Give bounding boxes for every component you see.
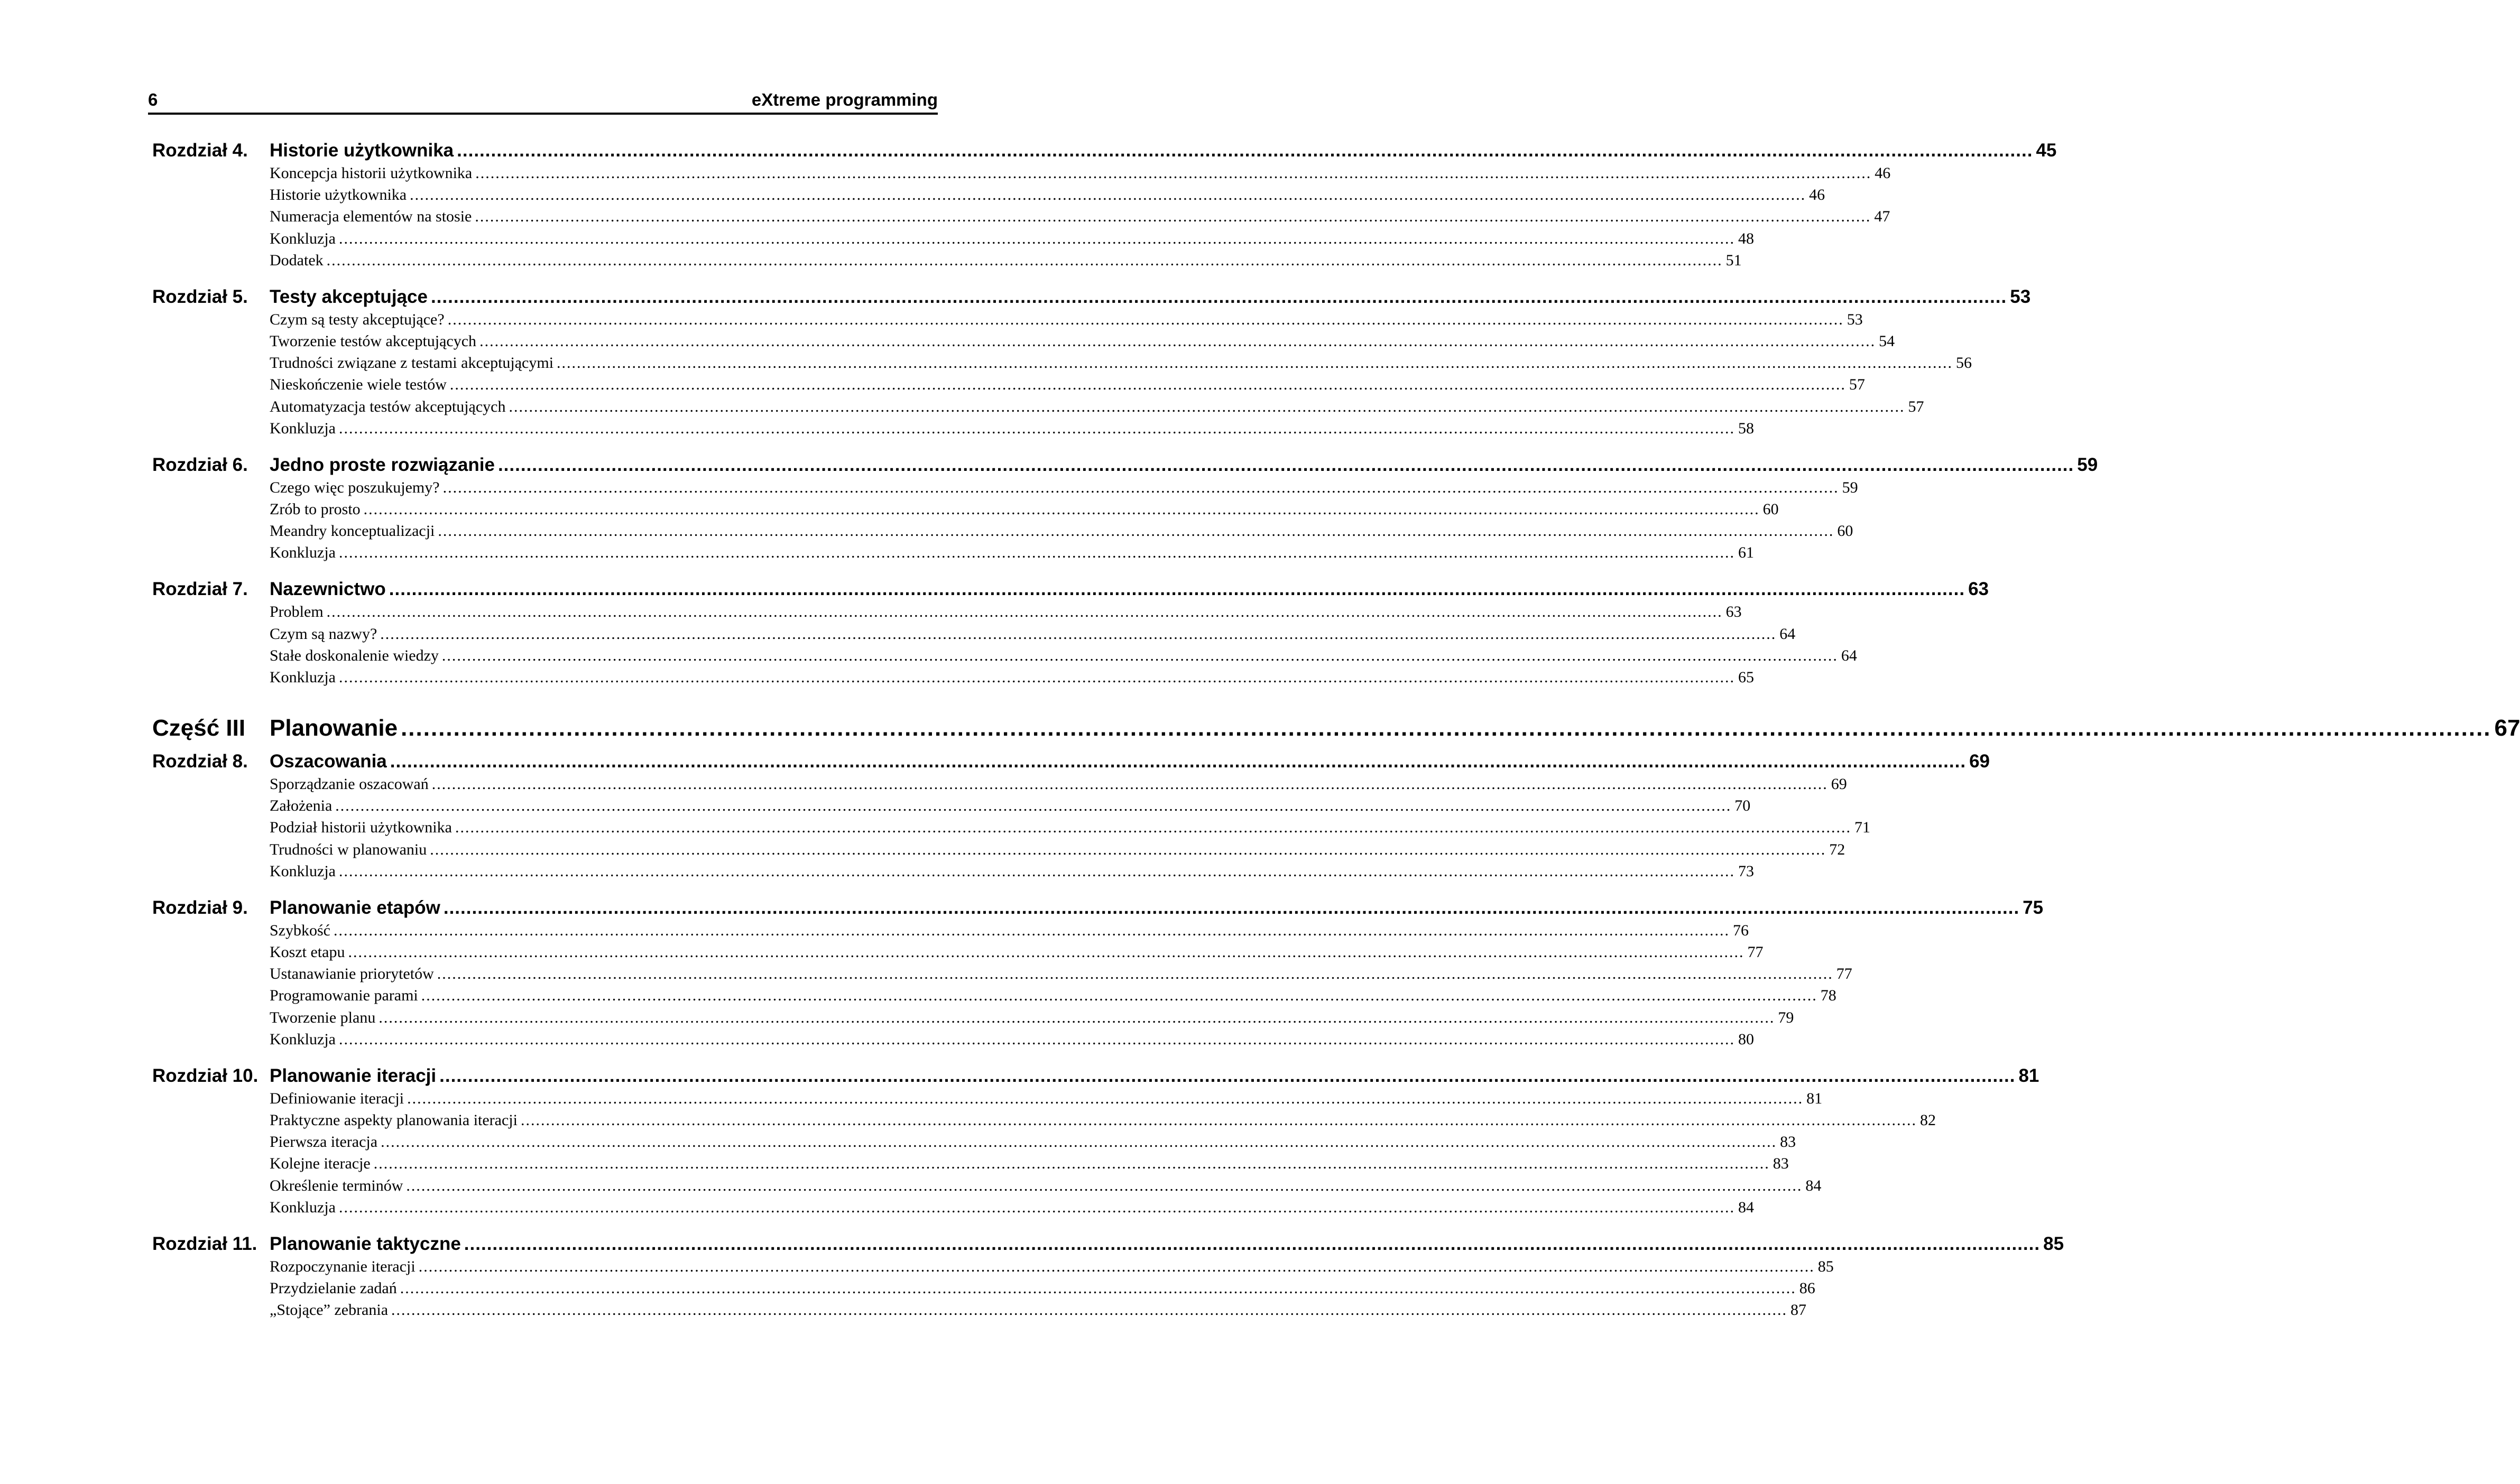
toc-chapter: [152, 897, 2044, 919]
header-rule: [148, 113, 938, 115]
toc-entry: [270, 1301, 1807, 1319]
dot-leader: ......................................................................................................................................................................................................................................................................................: [447, 310, 1844, 328]
entry-title: Kolejne iteracje: [270, 1155, 371, 1173]
toc-entry: [270, 229, 1754, 248]
toc-entry: [270, 1176, 1822, 1195]
dot-leader: ......................................................................................................................................................................................................................................................................................: [390, 751, 1967, 772]
entry-title: Nieskończenie wiele testów: [270, 376, 447, 394]
toc-entry: [270, 797, 1751, 815]
page-number-ref: 45: [2036, 140, 2057, 161]
toc-entry: [270, 987, 1836, 1005]
dot-leader: ......................................................................................................................................................................................................................................................................................: [400, 1279, 1796, 1297]
dot-leader: ......................................................................................................................................................................................................................................................................................: [380, 625, 1777, 643]
running-head: [148, 85, 938, 110]
chapter-title: Nazewnictwo: [270, 579, 386, 600]
entry-title: Konkluzja: [270, 862, 336, 880]
dot-leader: ......................................................................................................................................................................................................................................................................................: [449, 376, 1846, 394]
toc-entry: [270, 603, 1742, 621]
entry-title: Stałe doskonalenie wiedzy: [270, 646, 439, 664]
toc-entry: [270, 251, 1742, 270]
page-number-ref: 61: [1738, 544, 1754, 562]
toc-entry: [270, 208, 1890, 226]
toc-entry: [270, 1133, 1796, 1151]
toc-entry: [270, 1257, 1834, 1276]
toc-entry: [270, 1155, 1789, 1173]
toc-entry: [270, 1111, 1936, 1129]
chapter-title: Historie użytkownika: [270, 140, 454, 161]
chapter-label: Rozdział 11.: [152, 1233, 257, 1254]
chapter-label: Rozdział 10.: [152, 1065, 259, 1086]
entry-title: Czego więc poszukujemy?: [270, 478, 440, 496]
page-number-ref: 72: [1829, 840, 1845, 858]
toc-entry: [270, 965, 1852, 983]
page-number-ref: 57: [1849, 376, 1865, 394]
page-number-ref: 81: [2018, 1065, 2039, 1086]
dot-leader: ......................................................................................................................................................................................................................................................................................: [457, 140, 2033, 161]
toc-chapter: [152, 140, 2057, 161]
entry-title: Konkluzja: [270, 544, 336, 562]
dot-leader: ......................................................................................................................................................................................................................................................................................: [338, 544, 1735, 562]
toc-entry: [270, 1279, 1815, 1297]
page-number-ref: 70: [1734, 797, 1751, 815]
entry-title: Koszt etapu: [270, 943, 345, 961]
entry-title: Historie użytkownika: [270, 186, 407, 204]
dot-leader: ......................................................................................................................................................................................................................................................................................: [338, 419, 1735, 437]
entry-title: Konkluzja: [270, 419, 336, 437]
entry-title: Ustanawianie priorytetów: [270, 965, 434, 983]
dot-leader: ......................................................................................................................................................................................................................................................................................: [557, 354, 1953, 372]
chapter-label: Rozdział 8.: [152, 751, 248, 772]
entry-title: Trudności w planowaniu: [270, 840, 427, 858]
entry-title: Problem: [270, 603, 324, 621]
dot-leader: ......................................................................................................................................................................................................................................................................................: [401, 715, 2491, 741]
entry-title: Dodatek: [270, 251, 324, 269]
page-number-ref: 86: [1799, 1279, 1815, 1297]
toc-entry: [270, 522, 1853, 540]
page-number-ref: 46: [1875, 164, 1891, 182]
chapter-label: Rozdział 4.: [152, 140, 248, 161]
page-number: 6: [148, 90, 158, 109]
entry-title: „Stojące” zebrania: [270, 1301, 389, 1319]
dot-leader: ......................................................................................................................................................................................................................................................................................: [389, 579, 1965, 600]
entry-title: Przydzielanie zadań: [270, 1279, 397, 1297]
page-number-ref: 67: [2494, 715, 2520, 741]
dot-leader: ......................................................................................................................................................................................................................................................................................: [442, 478, 1839, 496]
dot-leader: ......................................................................................................................................................................................................................................................................................: [391, 1301, 1788, 1319]
toc-entry: [270, 669, 1754, 687]
chapter-label: Rozdział 9.: [152, 897, 248, 918]
page-number-ref: 60: [1762, 500, 1779, 518]
dot-leader: ......................................................................................................................................................................................................................................................................................: [410, 186, 1806, 204]
dot-leader: ......................................................................................................................................................................................................................................................................................: [464, 1233, 2041, 1254]
page-number-ref: 75: [2023, 897, 2044, 918]
toc-entry: [270, 1198, 1754, 1217]
toc-entry: [270, 921, 1749, 940]
entry-title: Podział historii użytkownika: [270, 819, 452, 837]
dot-leader: ......................................................................................................................................................................................................................................................................................: [437, 965, 1833, 983]
entry-title: Meandry konceptualizacji: [270, 522, 435, 540]
chapter-title: Planowanie etapów: [270, 897, 440, 918]
dot-leader: ......................................................................................................................................................................................................................................................................................: [334, 921, 1730, 939]
toc-entry: [270, 840, 1845, 859]
entry-title: Koncepcja historii użytkownika: [270, 164, 473, 182]
toc-entry: [270, 310, 1863, 329]
entry-title: Automatyzacja testów akceptujących: [270, 397, 506, 415]
toc-entry: [270, 354, 1972, 372]
entry-title: Pierwsza iteracja: [270, 1133, 378, 1151]
entry-title: Szybkość: [270, 921, 330, 939]
entry-title: Czym są testy akceptujące?: [270, 310, 445, 328]
toc-entry: [270, 1030, 1754, 1049]
chapter-title: Testy akceptujące: [270, 286, 428, 307]
page-number-ref: 84: [1738, 1198, 1754, 1216]
page-number-ref: 69: [1831, 775, 1847, 793]
page-number-ref: 64: [1779, 625, 1796, 643]
toc-entry: [270, 397, 1924, 416]
toc-part: [152, 715, 2520, 741]
dot-leader: ......................................................................................................................................................................................................................................................................................: [338, 1198, 1735, 1216]
dot-leader: ......................................................................................................................................................................................................................................................................................: [479, 332, 1876, 350]
dot-leader: ......................................................................................................................................................................................................................................................................................: [421, 987, 1817, 1005]
toc-entry: [270, 646, 1857, 665]
page-number-ref: 46: [1809, 186, 1825, 204]
page-number-ref: 59: [2077, 454, 2098, 475]
chapter-title: Planowanie taktyczne: [270, 1233, 461, 1254]
dot-leader: ......................................................................................................................................................................................................................................................................................: [475, 164, 1872, 182]
toc-entry: [270, 332, 1895, 350]
dot-leader: ......................................................................................................................................................................................................................................................................................: [407, 1089, 1804, 1107]
page-number-ref: 82: [1919, 1111, 1936, 1129]
page-number-ref: 54: [1879, 332, 1895, 350]
page-number-ref: 53: [2010, 286, 2031, 307]
page-number-ref: 85: [1817, 1257, 1834, 1275]
entry-title: Zrób to prosto: [270, 500, 361, 518]
page-number-ref: 65: [1738, 669, 1754, 686]
chapter-label: Rozdział 5.: [152, 286, 248, 307]
entry-title: Tworzenie planu: [270, 1008, 376, 1026]
entry-title: Konkluzja: [270, 1198, 336, 1216]
dot-leader: ......................................................................................................................................................................................................................................................................................: [438, 522, 1834, 540]
dot-leader: ......................................................................................................................................................................................................................................................................................: [326, 251, 1723, 269]
page-number-ref: 71: [1854, 819, 1870, 837]
page-number-ref: 56: [1956, 354, 1972, 372]
dot-leader: ......................................................................................................................................................................................................................................................................................: [326, 603, 1723, 621]
dot-leader: ......................................................................................................................................................................................................................................................................................: [439, 1065, 2016, 1086]
toc-entry: [270, 819, 1870, 837]
toc-entry: [270, 1008, 1794, 1027]
toc-entry: [270, 625, 1796, 643]
chapter-title: Jedno proste rozwiązanie: [270, 454, 495, 475]
page-number-ref: 77: [1747, 943, 1764, 961]
page-number-ref: 69: [1969, 751, 1990, 772]
page-number-ref: 64: [1841, 646, 1857, 664]
entry-title: Określenie terminów: [270, 1176, 403, 1194]
dot-leader: ......................................................................................................................................................................................................................................................................................: [338, 1030, 1735, 1048]
toc-entry: [270, 775, 1847, 793]
page-number-ref: 63: [1725, 603, 1742, 621]
page-number-ref: 48: [1738, 229, 1754, 247]
entry-title: Definiowanie iteracji: [270, 1089, 404, 1107]
toc-chapter: [152, 751, 1990, 772]
page-number-ref: 57: [1908, 397, 1924, 415]
page-number-ref: 78: [1820, 987, 1836, 1005]
dot-leader: ......................................................................................................................................................................................................................................................................................: [509, 397, 1905, 415]
page-number-ref: 83: [1780, 1133, 1796, 1151]
entry-title: Numeracja elementów na stosie: [270, 208, 472, 226]
dot-leader: ......................................................................................................................................................................................................................................................................................: [418, 1257, 1815, 1275]
page-number-ref: 84: [1805, 1176, 1822, 1194]
dot-leader: ......................................................................................................................................................................................................................................................................................: [373, 1155, 1770, 1173]
toc-chapter: [152, 454, 2098, 476]
entry-title: Konkluzja: [270, 229, 336, 247]
dot-leader: ......................................................................................................................................................................................................................................................................................: [443, 897, 2020, 918]
part-label: Część III: [152, 715, 246, 741]
page-number-ref: 87: [1790, 1301, 1807, 1319]
toc-chapter: [152, 579, 1989, 600]
dot-leader: ......................................................................................................................................................................................................................................................................................: [379, 1008, 1775, 1026]
entry-title: Programowanie parami: [270, 987, 418, 1005]
entry-title: Praktyczne aspekty planowania iteracji: [270, 1111, 518, 1129]
dot-leader: ......................................................................................................................................................................................................................................................................................: [335, 797, 1732, 815]
page-number-ref: 60: [1837, 522, 1853, 540]
page-number-ref: 53: [1847, 310, 1863, 328]
entry-title: Rozpoczynanie iteracji: [270, 1257, 416, 1275]
dot-leader: ......................................................................................................................................................................................................................................................................................: [406, 1176, 1803, 1194]
toc-entry: [270, 164, 1891, 182]
dot-leader: ......................................................................................................................................................................................................................................................................................: [497, 454, 2074, 475]
page-number-ref: 79: [1778, 1008, 1794, 1026]
toc-chapter: [152, 286, 2031, 308]
entry-title: Tworzenie testów akceptujących: [270, 332, 477, 350]
dot-leader: ......................................................................................................................................................................................................................................................................................: [338, 862, 1735, 880]
chapter-title: Planowanie iteracji: [270, 1065, 437, 1086]
dot-leader: ......................................................................................................................................................................................................................................................................................: [441, 646, 1838, 664]
page-number-ref: 81: [1806, 1089, 1823, 1107]
chapter-label: Rozdział 7.: [152, 579, 248, 600]
book-title: eXtreme programming: [751, 90, 938, 109]
page-number-ref: 58: [1738, 419, 1754, 437]
page-number-ref: 59: [1842, 478, 1858, 496]
page-number-ref: 63: [1968, 579, 1989, 600]
toc-entry: [270, 1089, 1823, 1108]
toc-entry: [270, 862, 1754, 880]
entry-title: Założenia: [270, 797, 333, 815]
toc-entry: [270, 419, 1754, 438]
dot-leader: ......................................................................................................................................................................................................................................................................................: [430, 840, 1826, 858]
part-title: Planowanie: [270, 715, 398, 741]
toc-entry: [270, 478, 1858, 497]
page-number-ref: 80: [1738, 1030, 1754, 1048]
page-number-ref: 77: [1836, 965, 1852, 983]
entry-title: Czym są nazwy?: [270, 625, 377, 643]
dot-leader: ......................................................................................................................................................................................................................................................................................: [338, 669, 1735, 686]
toc-chapter: [152, 1065, 2039, 1087]
entry-title: Sporządzanie oszacowań: [270, 775, 429, 793]
toc-entry: [270, 500, 1779, 518]
page-number-ref: 76: [1733, 921, 1749, 939]
entry-title: Konkluzja: [270, 669, 336, 686]
entry-title: Konkluzja: [270, 1030, 336, 1048]
dot-leader: ......................................................................................................................................................................................................................................................................................: [363, 500, 1760, 518]
toc-chapter: [152, 1233, 2064, 1255]
toc-entry: [270, 544, 1754, 562]
page-number-ref: 47: [1874, 208, 1890, 226]
dot-leader: ......................................................................................................................................................................................................................................................................................: [431, 775, 1828, 793]
page-number-ref: 85: [2043, 1233, 2064, 1254]
toc-entry: [270, 376, 1865, 394]
toc-entry: [270, 186, 1825, 204]
chapter-label: Rozdział 6.: [152, 454, 248, 475]
page-number-ref: 51: [1725, 251, 1742, 269]
dot-leader: ......................................................................................................................................................................................................................................................................................: [381, 1133, 1777, 1151]
dot-leader: ......................................................................................................................................................................................................................................................................................: [475, 208, 1871, 226]
dot-leader: ......................................................................................................................................................................................................................................................................................: [455, 819, 1851, 837]
page-number-ref: 73: [1738, 862, 1754, 880]
dot-leader: ......................................................................................................................................................................................................................................................................................: [338, 229, 1735, 247]
page-number-ref: 83: [1773, 1155, 1789, 1173]
dot-leader: ......................................................................................................................................................................................................................................................................................: [430, 286, 2007, 307]
toc-entry: [270, 943, 1764, 961]
dot-leader: ......................................................................................................................................................................................................................................................................................: [520, 1111, 1917, 1129]
dot-leader: ......................................................................................................................................................................................................................................................................................: [348, 943, 1744, 961]
entry-title: Trudności związane z testami akceptującymi: [270, 354, 554, 372]
chapter-title: Oszacowania: [270, 751, 387, 772]
